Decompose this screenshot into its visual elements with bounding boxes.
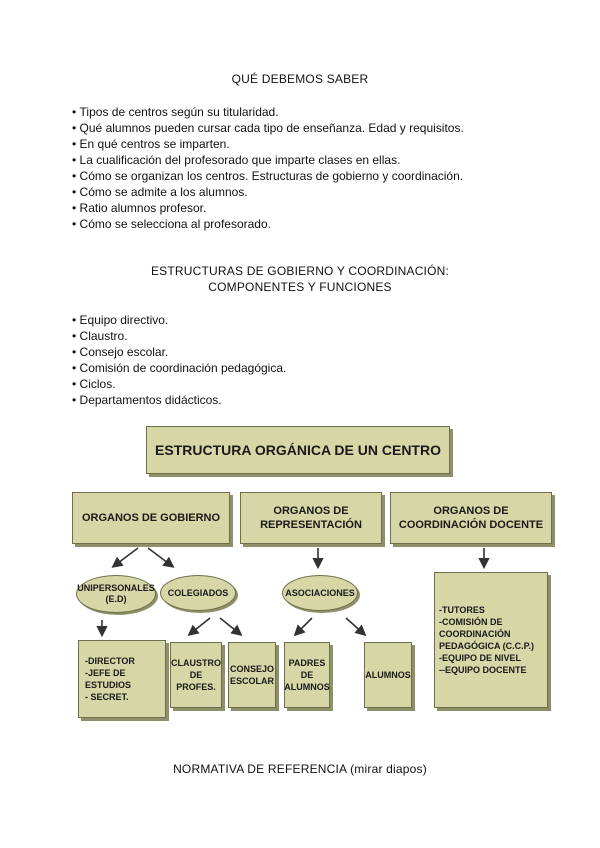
organos-representacion-box: ORGANOS DE REPRESENTACIÓN <box>240 492 382 544</box>
arrow-colegiados-consejo <box>220 618 240 634</box>
list-item: • Tipos de centros según su titularidad. <box>72 104 464 120</box>
normativa-footer: NORMATIVA DE REFERENCIA (mirar diapos) <box>173 762 427 776</box>
diagram-main-title: ESTRUCTURA ORGÁNICA DE UN CENTRO <box>146 426 450 474</box>
arrow-asociaciones-padres <box>296 618 312 634</box>
coordinacion-members-box: -TUTORES -COMISIÓN DE COORDINACIÓN PEDAGÓGICA (C.C.P.) -EQUIPO DE NIVEL --EQUIPO DOCENTE <box>434 572 548 708</box>
list-item: • Cómo se selecciona al profesorado. <box>72 216 464 232</box>
padres-alumnos-box: PADRES DE ALUMNOS <box>284 642 330 708</box>
list-item: • La cualificación del profesorado que imparte clases en ellas. <box>72 152 464 168</box>
arrow-asociaciones-alumnos <box>346 618 364 634</box>
list-item: • Comisión de coordinación pedagógica. <box>72 360 286 376</box>
arrow-gobierno-colegiados <box>148 548 172 566</box>
unipersonales-oval: UNIPERSONALES (E.D) <box>76 575 156 613</box>
list-item: • Cómo se admite a los alumnos. <box>72 184 464 200</box>
list-item: • Departamentos didácticos. <box>72 392 286 408</box>
consejo-escolar-box: CONSEJO ESCOLAR <box>228 642 276 708</box>
unipersonales-members-box: -DIRECTOR -JEFE DE ESTUDIOS - SECRET. <box>78 640 166 718</box>
list-item: • En qué centros se imparten. <box>72 136 464 152</box>
claustro-box: CLAUSTRO DE PROFES. <box>170 642 222 708</box>
list-item: • Cómo se organizan los centros. Estructuras de gobierno y coordinación. <box>72 168 464 184</box>
list-item: • Consejo escolar. <box>72 344 286 360</box>
asociaciones-oval: ASOCIACIONES <box>282 575 358 611</box>
section-title-que-debemos-saber: QUÉ DEBEMOS SABER <box>231 72 369 86</box>
arrow-gobierno-unipersonales <box>114 548 138 566</box>
list-item: • Claustro. <box>72 328 286 344</box>
section-title-estructuras-line1: ESTRUCTURAS DE GOBIERNO Y COORDINACIÓN: <box>150 264 450 278</box>
organos-coordinacion-box: ORGANOS DE COORDINACIÓN DOCENTE <box>390 492 552 544</box>
list-item: • Ratio alumnos profesor. <box>72 200 464 216</box>
organos-gobierno-box: ORGANOS DE GOBIERNO <box>72 492 230 544</box>
section-title-estructuras-line2: COMPONENTES Y FUNCIONES <box>208 280 392 294</box>
list-item: • Ciclos. <box>72 376 286 392</box>
alumnos-box: ALUMNOS <box>364 642 412 708</box>
colegiados-oval: COLEGIADOS <box>160 575 236 611</box>
list-item: • Equipo directivo. <box>72 312 286 328</box>
list-item: • Qué alumnos pueden cursar cada tipo de enseñanza. Edad y requisitos. <box>72 120 464 136</box>
arrow-colegiados-claustro <box>190 618 210 634</box>
